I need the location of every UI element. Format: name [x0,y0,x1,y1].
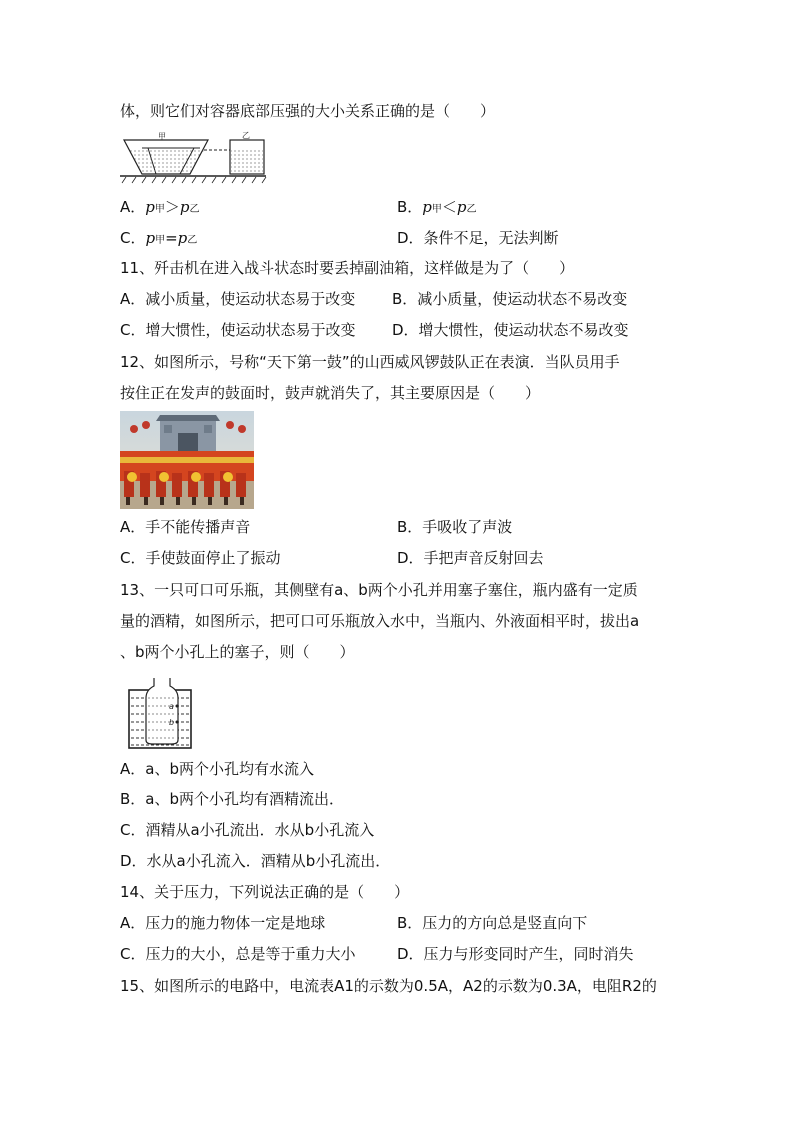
q10-containers-figure [118,130,268,185]
q10-option-c: C．p甲=p乙 [120,229,198,247]
q10-stem: 体，则它们对容器底部压强的大小关系正确的是（ ） [120,102,496,120]
q13-stem-line2: 量的酒精，如图所示，把可口可乐瓶放入水中，当瓶内、外液面相平时，拔出a [120,612,640,630]
q12-stem-line1: 12、如图所示，号称“天下第一鼓”的山西威风锣鼓队正在表演．当队员用手 [120,353,620,371]
fig-label-yi: 乙 [242,131,250,140]
q12-option-b: B．手吸收了声波 [397,518,513,536]
hole-b-label: b [169,718,175,727]
q14-option-d: D．压力与形变同时产生，同时消失 [397,945,634,963]
q10-option-d: D．条件不足，无法判断 [397,229,559,247]
fig-label-jia: 甲 [158,132,166,141]
q13-stem-line3: 、b两个小孔上的塞子，则（ ） [120,643,355,661]
q13-stem-line1: 13、一只可口可乐瓶，其侧壁有a、b两个小孔并用塞子塞住，瓶内盛有一定质 [120,581,638,599]
q13-bottle-in-water-figure [126,676,194,750]
q13-option-a: A．a、b两个小孔均有水流入 [120,760,314,778]
q11-option-a: A．减小质量，使运动状态易于改变 [120,290,356,308]
hole-a-label: a [169,702,174,711]
q13-option-b: B．a、b两个小孔均有酒精流出． [120,790,345,808]
q10-option-b: B．p甲＜p乙 [397,198,477,216]
q12-option-d: D．手把声音反射回去 [397,549,544,567]
q12-drum-team-photo [120,411,254,509]
q12-option-a: A．手不能传播声音 [120,518,251,536]
q11-option-b: B．减小质量，使运动状态不易改变 [392,290,628,308]
q11-option-d: D．增大惯性，使运动状态不易改变 [392,321,629,339]
q12-stem-line2: 按住正在发声的鼓面时，鼓声就消失了，其主要原因是（ ） [120,384,541,402]
q10-option-a: A．p甲＞p乙 [120,198,200,216]
q13-option-d: D．水从a小孔流入．酒精从b小孔流出． [120,852,391,870]
q12-option-c: C．手使鼓面停止了振动 [120,549,281,567]
q11-option-c: C．增大惯性，使运动状态易于改变 [120,321,356,339]
q13-option-c: C．酒精从a小孔流出．水从b小孔流入 [120,821,375,839]
q11-stem: 11、歼击机在进入战斗状态时要丢掉副油箱，这样做是为了（ ） [120,259,575,277]
q14-option-a: A．压力的施力物体一定是地球 [120,914,326,932]
q14-stem: 14、关于压力，下列说法正确的是（ ） [120,883,410,901]
q14-option-b: B．压力的方向总是竖直向下 [397,914,588,932]
q15-stem-line1: 15、如图所示的电路中，电流表A1的示数为0.5A，A2的示数为0.3A，电阻R2的 [120,977,657,995]
q14-option-c: C．压力的大小，总是等于重力大小 [120,945,356,963]
